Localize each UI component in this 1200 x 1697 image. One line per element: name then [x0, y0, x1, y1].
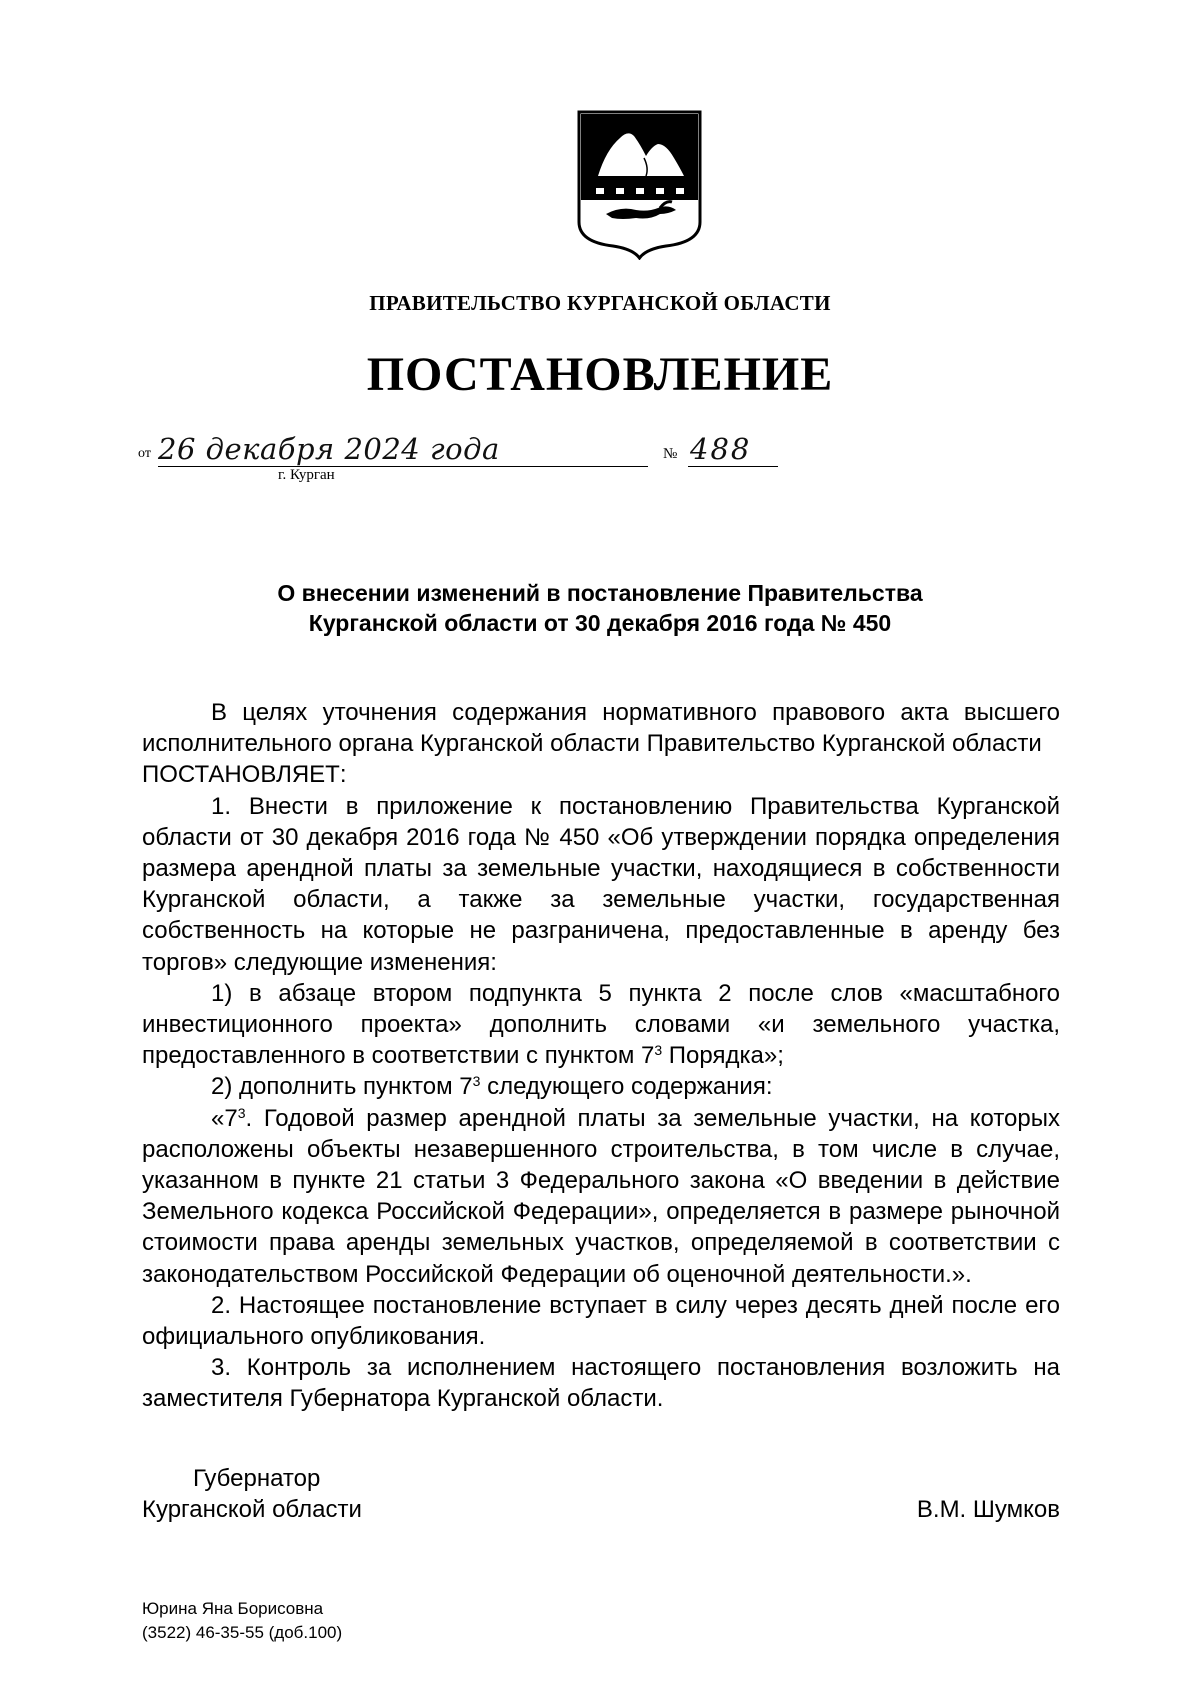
date-underline: [158, 466, 648, 467]
signer-title-line-1: Губернатор: [193, 1465, 321, 1492]
number-underline: [688, 466, 778, 467]
superscript: 3: [472, 1073, 481, 1090]
item-1-paragraph: 1. Внести в приложение к постановлению Правительства Курганской области от 30 декабря 2016 года № 450 «Об утверждении порядка определения размера арендной платы за земельные участки, находящиеся в собственности Курганской области, а также за земельные участки, государственная собственность на которые не разграничена, предоставленные в аренду без торгов» следующие изменения:: [142, 792, 1060, 976]
date-prefix: от: [138, 446, 151, 461]
quoted-new-clause: [142, 1103, 1060, 1290]
kurgan-coat-of-arms-icon: [576, 110, 703, 260]
quote-start: «7: [211, 1104, 238, 1132]
handwritten-date: 26 декабря 2024 года: [158, 432, 500, 466]
item-1-sub-1-tail: Порядка»;: [662, 1042, 784, 1070]
resolves-line: ПОСТАНОВЛЯЕТ:: [142, 761, 347, 789]
item-2-paragraph: 2. Настоящее постановление вступает в силу через десять дней после его официального опубликования.: [142, 1291, 1060, 1351]
number-sign: №: [663, 446, 678, 462]
executor-phone: (3522) 46-35-55 (доб.100): [142, 1623, 343, 1642]
government-name: ПРАВИТЕЛЬСТВО КУРГАНСКОЙ ОБЛАСТИ: [369, 291, 831, 315]
item-3-paragraph: 3. Контроль за исполнением настоящего постановления возложить на заместителя Губернатора Курганской области.: [142, 1354, 1060, 1413]
document-body: [142, 697, 1060, 1415]
executor-contact: [142, 1597, 342, 1645]
superscript: 3: [654, 1042, 663, 1059]
executor-name: Юрина Яна Борисовна: [142, 1599, 324, 1618]
date-number-line: [138, 432, 752, 472]
subject-line-2: Курганской области от 30 декабря 2016 года № 450: [308, 610, 892, 636]
city-label: г. Курган: [278, 467, 335, 483]
document-type-title: ПОСТАНОВЛЕНИЕ: [366, 348, 834, 401]
document-subject: [140, 578, 1060, 638]
superscript: 3: [237, 1104, 246, 1121]
quote-text: . Годовой размер арендной платы за земельные участки, на которых расположены объекты незавершенного строительства, в том числе в случае, указанном в пункте 21 статьи 3 Федерального закона «О введении в действие Земельного кодекса Российской Федерации», определяется в размере рыночной стоимости права аренды земельных участков, определяемой в соответствии с законодательством Российской Федерации об оценочной деятельности.».: [142, 1104, 1060, 1288]
item-1-sub-2-tail: следующего содержания:: [480, 1073, 773, 1101]
item-1-sub-1-text: 1) в абзаце втором подпункта 5 пункта 2 после слов «масштабного инвестиционного проекта» дополнить словами «и земельного участка, предоставленного в соответствии с пунктом 7: [142, 979, 1060, 1070]
item-1-sub-2-text: 2) дополнить пунктом 7: [211, 1073, 473, 1101]
item-1-sub-2-paragraph: [142, 1071, 1060, 1102]
signer-title-line-2: Курганской области: [142, 1496, 362, 1523]
item-1-sub-1-paragraph: [142, 978, 1060, 1072]
subject-line-1: О внесении изменений в постановление Правительства: [277, 580, 923, 606]
handwritten-number: 488: [690, 432, 752, 466]
preamble-paragraph: В целях уточнения содержания нормативного правового акта высшего исполнительного органа Курганской области Правительство Курганской области: [142, 699, 1060, 758]
signer-name: В.М. Шумков: [916, 1496, 1060, 1523]
signer-title: [142, 1463, 362, 1525]
